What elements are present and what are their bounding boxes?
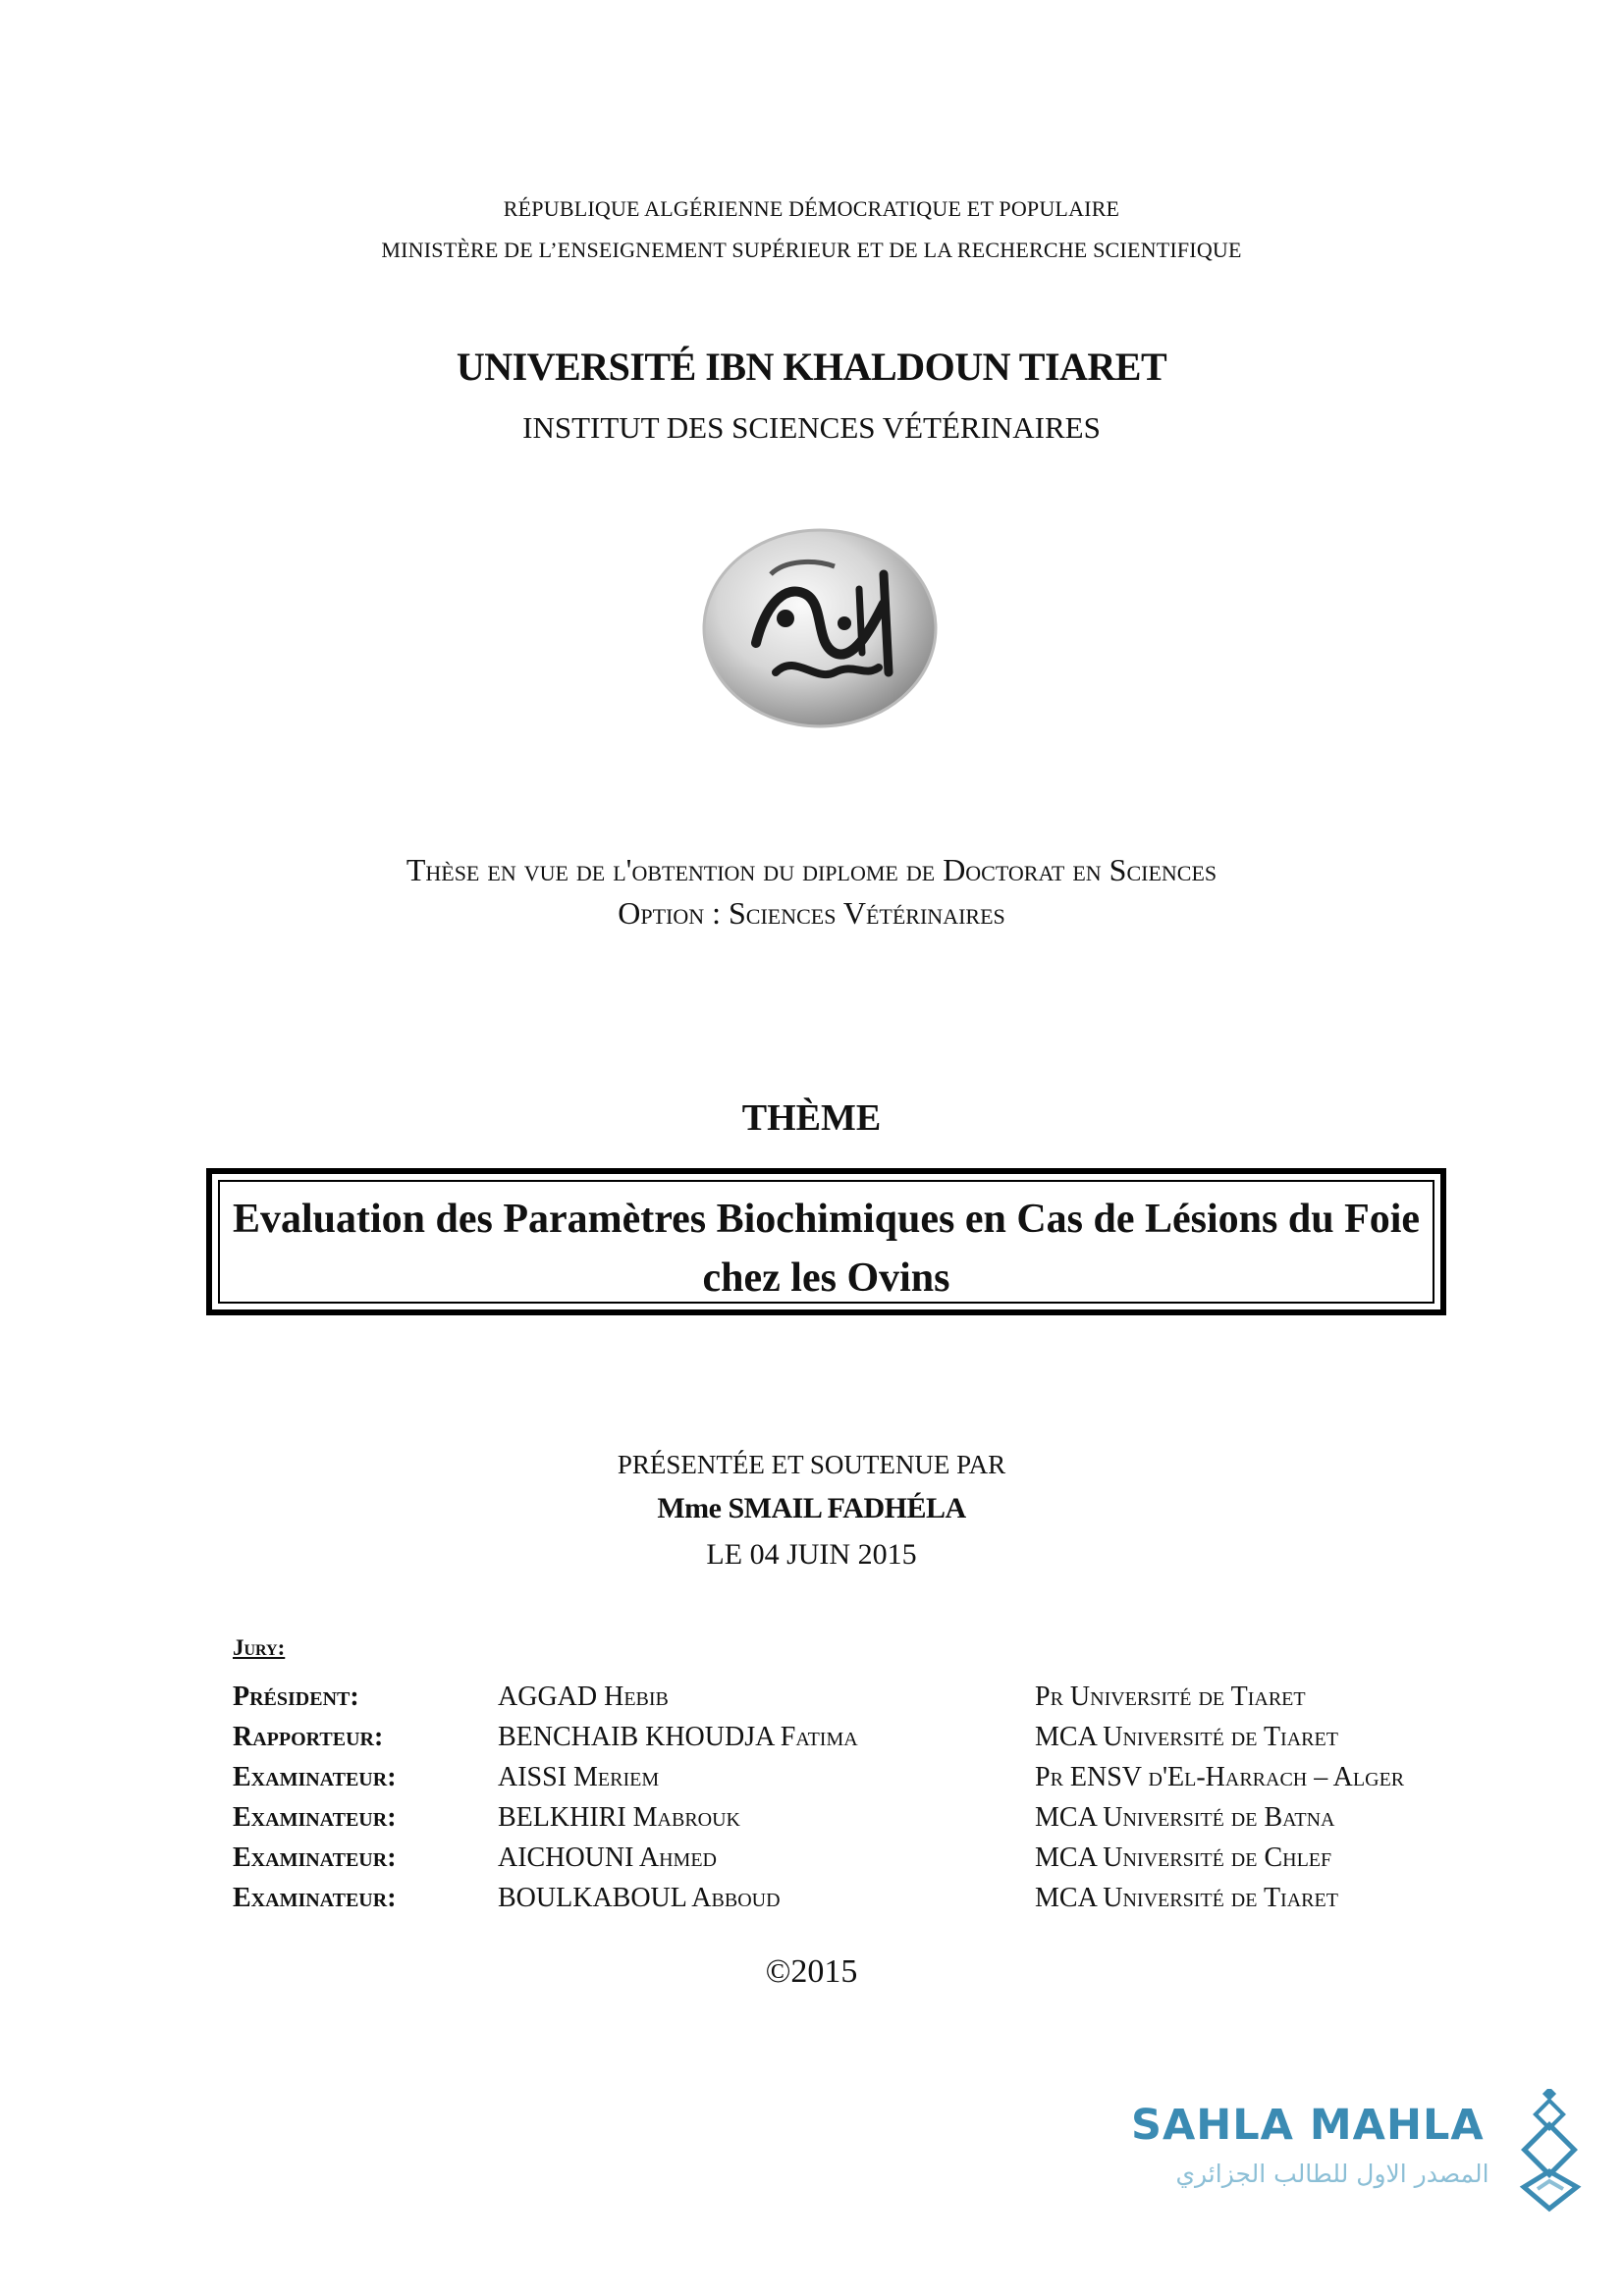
theme-title-box <box>206 1168 1446 1315</box>
presented-by-label: PRÉSENTÉE ET SOUTENUE PAR <box>617 1450 1006 1479</box>
copyright: ©2015 <box>765 1953 858 1990</box>
thesis-line-1: Thèse en vue de l'obtention du diplome de Doctorat en Sciences <box>406 852 1217 887</box>
jury-row <box>233 1717 1404 1757</box>
institute-name: INSTITUT DES SCIENCES VÉTÉRINAIRES <box>522 410 1101 445</box>
watermark-tagline: المصدر الاول للطالب الجزائري <box>1175 2160 1489 2188</box>
sahla-mahla-logo-icon <box>1518 2089 1583 2226</box>
jury-label: Jury: <box>233 1635 286 1660</box>
jury-row <box>233 1838 1404 1878</box>
jury-affiliation: MCA Université de Batna <box>1035 1801 1335 1833</box>
jury-affiliation: Pr ENSV d'El-Harrach – Alger <box>1035 1761 1405 1792</box>
jury-row <box>233 1878 1404 1918</box>
jury-name: BOULKABOUL Abboud <box>498 1882 781 1913</box>
jury-role: Président: <box>233 1681 359 1712</box>
jury-row <box>233 1757 1404 1797</box>
jury-name: AGGAD Hebib <box>498 1681 669 1712</box>
jury-row <box>233 1797 1404 1838</box>
university-name: UNIVERSITÉ IBN KHALDOUN TIARET <box>456 345 1167 389</box>
thesis-title: Evaluation des Paramètres Biochimiques en Cas de Lésions du Foie chez les Ovins <box>232 1197 1421 1301</box>
jury-name: AISSI Meriem <box>498 1761 660 1792</box>
jury-affiliation: MCA Université de Tiaret <box>1035 1882 1338 1913</box>
defense-date: LE 04 JUIN 2015 <box>706 1538 917 1571</box>
jury-role: Examinateur: <box>233 1761 397 1792</box>
jury-row <box>233 1677 1404 1717</box>
jury-name: BELKHIRI Mabrouk <box>498 1801 740 1833</box>
ministry-heading: MINISTÈRE DE L’ENSEIGNEMENT SUPÉRIEUR ET DE LA RECHERCHE SCIENTIFIQUE <box>381 238 1242 262</box>
author-name: Mme SMAIL FADHÉLA <box>657 1492 966 1524</box>
thesis-line-2: Option : Sciences Vétérinaires <box>618 895 1005 931</box>
sahla-mahla-watermark <box>1131 2089 1583 2226</box>
jury-role: Examinateur: <box>233 1882 397 1913</box>
university-seal-icon <box>687 506 952 741</box>
republic-heading: RÉPUBLIQUE ALGÉRIENNE DÉMOCRATIQUE ET POPULAIRE <box>503 196 1120 221</box>
jury-affiliation: Pr Université de Tiaret <box>1035 1681 1306 1712</box>
jury-role: Examinateur: <box>233 1801 397 1833</box>
jury-table <box>233 1677 1404 1918</box>
jury-name: BENCHAIB KHOUDJA Fatima <box>498 1721 858 1752</box>
jury-name: AICHOUNI Ahmed <box>498 1842 717 1873</box>
jury-role: Rapporteur: <box>233 1721 384 1752</box>
theme-heading: THÈME <box>741 1097 882 1139</box>
watermark-name: SAHLA MAHLA <box>1131 2101 1485 2150</box>
jury-affiliation: MCA Université de Chlef <box>1035 1842 1332 1873</box>
jury-role: Examinateur: <box>233 1842 397 1873</box>
jury-affiliation: MCA Université de Tiaret <box>1035 1721 1338 1752</box>
